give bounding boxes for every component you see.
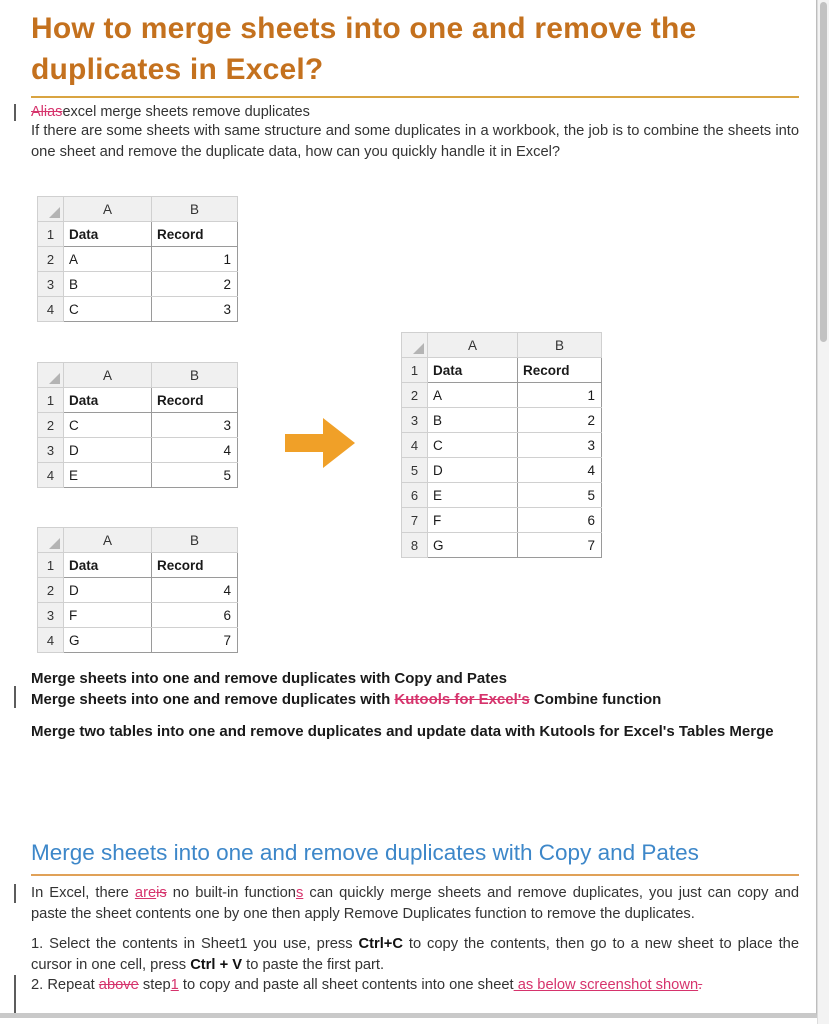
cell-record[interactable]: 2 [152,272,238,297]
alias-deleted-text: Alias [31,104,63,120]
cell-data[interactable]: D [428,458,518,483]
step-1-text [31,934,799,975]
row-header[interactable]: 1 [38,222,64,247]
cell-data-header[interactable]: Data [64,222,152,247]
select-all-corner-icon[interactable] [38,197,64,222]
table-sheet1 [37,196,238,322]
table-row [402,508,602,533]
toc-link-combine-pre: Merge sheets into one and remove duplicates with [31,691,395,708]
table-column-header-row [38,528,238,553]
cell-data[interactable]: G [64,628,152,653]
cell-data[interactable]: C [64,297,152,322]
select-all-corner-icon[interactable] [38,528,64,553]
alias-keywords: excel merge sheets remove duplicates [62,104,310,120]
cell-record[interactable]: 1 [152,247,238,272]
column-header-b[interactable]: B [152,528,238,553]
table-row [38,413,238,438]
row-header[interactable]: 2 [402,383,428,408]
cell-data-header[interactable]: Data [428,358,518,383]
cell-data[interactable]: D [64,578,152,603]
step2-part-b: step [138,977,171,993]
step2-end-period: . [698,977,703,993]
row-header[interactable]: 4 [38,297,64,322]
toc-link-combine-deleted: Kutools for Excel's [394,691,530,708]
column-header-b[interactable]: B [152,197,238,222]
row-header[interactable]: 4 [38,628,64,653]
cell-record[interactable]: 7 [152,628,238,653]
cell-record[interactable]: 5 [152,463,238,488]
table-row [38,578,238,603]
table-row [38,603,238,628]
row-header[interactable]: 4 [38,463,64,488]
toc-link-combine-post: Combine function [529,691,662,708]
cell-record[interactable]: 7 [518,533,602,558]
cell-record[interactable]: 3 [518,433,602,458]
row-header[interactable]: 2 [38,247,64,272]
row-header[interactable]: 3 [38,438,64,463]
cell-data[interactable]: D [64,438,152,463]
select-all-corner-icon[interactable] [402,333,428,358]
cell-data[interactable]: C [428,433,518,458]
row-header[interactable]: 8 [402,533,428,558]
column-header-a[interactable]: A [64,528,152,553]
cell-data[interactable]: B [64,272,152,297]
row-header[interactable]: 2 [38,578,64,603]
row-header[interactable]: 2 [38,413,64,438]
table-row [38,388,238,413]
toc-link-combine[interactable] [31,689,799,710]
change-bar-para1 [14,884,16,903]
cell-data[interactable]: A [428,383,518,408]
alias-line [31,102,310,122]
change-bar-step2 [14,975,16,1015]
cell-record[interactable]: 3 [152,413,238,438]
table-row [38,297,238,322]
cell-record[interactable]: 1 [518,383,602,408]
cell-record-header[interactable]: Record [152,388,238,413]
table-row [38,222,238,247]
page-title-line1: How to merge sheets into one and remove the [31,12,697,45]
row-header[interactable]: 3 [38,272,64,297]
step1-part-c: to paste the first part. [242,956,385,973]
row-header[interactable]: 3 [38,603,64,628]
cell-data[interactable]: E [428,483,518,508]
table-row [38,463,238,488]
para1-inserted-s: s [295,885,304,901]
para1-part-c: can quickly merge sheets and remove duplicates, you just can copy and paste the sheet contents one by one then apply Remove Duplicates function to remove the duplicates. [31,885,799,922]
toc-link-tables-merge[interactable]: Merge two tables into one and remove duplicates and update data with Kutools for Excel's Tables Merge [31,723,774,740]
column-header-a[interactable]: A [64,197,152,222]
step1-shortcut-copy: Ctrl+C [358,936,403,952]
table-row [402,383,602,408]
row-header[interactable]: 6 [402,483,428,508]
para1-deleted-is: is [156,885,167,901]
para1-part-b: no built-in function [166,885,296,901]
table-row [38,272,238,297]
table-column-header-row [402,333,602,358]
cell-record[interactable]: 4 [152,578,238,603]
row-header[interactable]: 5 [402,458,428,483]
cell-data-header[interactable]: Data [64,388,152,413]
right-arrow-icon [283,412,359,474]
table-sheet2 [37,362,238,488]
cell-data[interactable]: E [64,463,152,488]
cell-data[interactable]: B [428,408,518,433]
column-header-a[interactable]: A [428,333,518,358]
toc-link-tables-merge-wrap [31,721,799,742]
cell-record-header[interactable]: Record [518,358,602,383]
cell-record[interactable]: 2 [518,408,602,433]
para1-inserted-are: are [134,885,157,901]
section-divider [31,874,799,876]
cell-data[interactable]: C [64,413,152,438]
toc-link-copy-paste[interactable]: Merge sheets into one and remove duplicates with Copy and Pates [31,670,507,687]
cell-data[interactable]: F [428,508,518,533]
cell-data[interactable]: F [64,603,152,628]
step-2-text [31,975,799,996]
table-row [402,458,602,483]
step1-part-b: to copy the contents, then go to a new sheet to place the cursor in one cell, press [31,936,799,973]
column-header-b[interactable]: B [152,363,238,388]
table-sheet3 [37,527,238,653]
step1-shortcut-paste: Ctrl + V [190,956,243,973]
step2-inserted-1: 1 [170,977,179,993]
title-divider [31,96,799,98]
cell-record[interactable]: 5 [518,483,602,508]
row-header[interactable]: 3 [402,408,428,433]
table-row [402,533,602,558]
change-bar-alias [14,104,16,121]
toc-link-list [31,668,799,710]
page-title-line2: duplicates in Excel? [31,53,324,86]
column-header-a[interactable]: A [64,363,152,388]
step1-part-a: 1. Select the contents in Sheet1 you use, press [31,936,359,952]
row-header[interactable]: 1 [38,553,64,578]
vertical-scrollbar[interactable] [817,0,829,1024]
section-heading: Merge sheets into one and remove duplicates with Copy and Pates [31,840,699,865]
step2-deleted-above: above [98,977,139,993]
row-header[interactable]: 1 [402,358,428,383]
table-merged-result [401,332,602,558]
step2-part-a: 2. Repeat [31,977,99,993]
scrollbar-thumb[interactable] [820,2,827,342]
table-row [38,553,238,578]
table-column-header-row [38,197,238,222]
cell-record[interactable]: 4 [518,458,602,483]
intro-paragraph: If there are some sheets with same structure and some duplicates in a workbook, the job is to combine the sheets into one sheet and remove the duplicate data, how can you quickly handle it in Excel? [31,123,799,160]
table-row [402,408,602,433]
column-header-b[interactable]: B [518,333,602,358]
section-paragraph-1 [31,883,799,924]
table-row [402,483,602,508]
cell-record[interactable]: 6 [518,508,602,533]
row-header[interactable]: 1 [38,388,64,413]
cell-record[interactable]: 3 [152,297,238,322]
row-header[interactable]: 7 [402,508,428,533]
page-title [31,8,799,90]
cell-record[interactable]: 6 [152,603,238,628]
row-header[interactable]: 4 [402,433,428,458]
cell-data[interactable]: A [64,247,152,272]
table-column-header-row [38,363,238,388]
table-row [38,438,238,463]
cell-data-header[interactable]: Data [64,553,152,578]
select-all-corner-icon[interactable] [38,363,64,388]
table-row [402,433,602,458]
table-row [402,358,602,383]
cell-record-header[interactable]: Record [152,222,238,247]
cell-record-header[interactable]: Record [152,553,238,578]
para1-part-a: In Excel, there [31,885,135,901]
change-bar-links [14,686,16,708]
cell-data[interactable]: G [428,533,518,558]
cell-record[interactable]: 4 [152,438,238,463]
step2-inserted-tail: as below screenshot shown [513,977,699,993]
table-row [38,247,238,272]
table-row [38,628,238,653]
step2-part-c: to copy and paste all sheet contents into one sheet [178,977,514,993]
